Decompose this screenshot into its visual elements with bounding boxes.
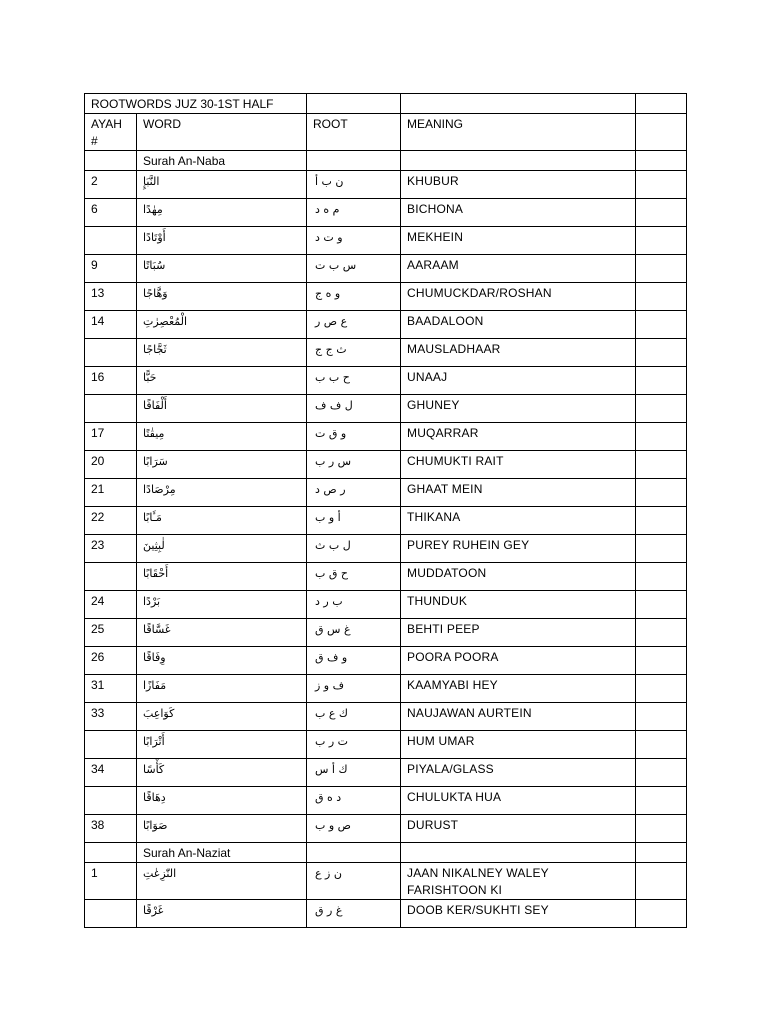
meaning: POORA POORA	[401, 647, 636, 675]
root-letters	[307, 591, 401, 619]
empty-cell	[636, 339, 687, 367]
root-letters	[307, 619, 401, 647]
root-letters-text: غ ر ق	[315, 904, 343, 917]
ayah-number	[85, 563, 137, 591]
empty-cell	[636, 367, 687, 395]
arabic-word	[137, 423, 307, 451]
empty-cell	[636, 731, 687, 759]
arabic-word	[137, 591, 307, 619]
ayah-number: 26	[85, 647, 137, 675]
empty-cell	[401, 94, 636, 114]
root-letters-text: و ف ق	[315, 651, 348, 664]
meaning: MUQARRAR	[401, 423, 636, 451]
arabic-word-text: وَهَّاجًا	[143, 287, 168, 300]
arabic-word	[137, 395, 307, 423]
root-letters	[307, 367, 401, 395]
root-letters-text: ث ج ج	[315, 343, 347, 356]
arabic-word-text: أَلْفَافًا	[143, 399, 167, 412]
root-letters-text: ح ب ب	[315, 371, 350, 384]
root-letters-text: د ه ق	[315, 791, 342, 804]
table-row	[85, 863, 687, 900]
arabic-word-text: صَوَابًا	[143, 819, 168, 832]
ayah-number: 22	[85, 507, 137, 535]
table-row	[85, 311, 687, 339]
empty-cell	[307, 94, 401, 114]
empty-cell	[636, 863, 687, 900]
root-letters-text: و ق ت	[315, 427, 347, 440]
meaning: JAAN NIKALNEY WALEY FARISHTOON KI	[401, 863, 636, 900]
rootwords-table	[84, 93, 687, 928]
empty-cell	[85, 843, 137, 863]
empty-cell	[307, 151, 401, 171]
ayah-number	[85, 227, 137, 255]
ayah-number: 23	[85, 535, 137, 563]
empty-cell	[636, 451, 687, 479]
root-letters	[307, 863, 401, 900]
table-row	[85, 395, 687, 423]
empty-cell	[636, 591, 687, 619]
ayah-number: 14	[85, 311, 137, 339]
root-letters-text: م ه د	[315, 203, 340, 216]
ayah-number: 1	[85, 863, 137, 900]
root-letters	[307, 171, 401, 199]
empty-cell	[636, 759, 687, 787]
empty-cell	[636, 114, 687, 151]
table-row	[85, 535, 687, 563]
arabic-word	[137, 900, 307, 928]
root-letters-text: ع ص ر	[315, 315, 348, 328]
root-letters-text: ن ب أ	[315, 175, 344, 188]
empty-cell	[636, 199, 687, 227]
arabic-word-text: مَفَازًا	[143, 679, 167, 692]
root-letters	[307, 759, 401, 787]
arabic-word	[137, 703, 307, 731]
arabic-word-text: غَرْقًا	[143, 904, 164, 917]
root-letters-text: ك أ س	[315, 763, 348, 776]
arabic-word	[137, 815, 307, 843]
empty-cell	[85, 151, 137, 171]
root-letters	[307, 507, 401, 535]
table-row	[85, 451, 687, 479]
ayah-number: 9	[85, 255, 137, 283]
root-letters	[307, 647, 401, 675]
table-row	[85, 367, 687, 395]
surah-row	[85, 843, 687, 863]
table-row	[85, 171, 687, 199]
root-letters-text: و ت د	[315, 231, 343, 244]
arabic-word	[137, 563, 307, 591]
root-letters-text: و ه ج	[315, 287, 341, 300]
meaning: CHUMUKTI RAIT	[401, 451, 636, 479]
arabic-word	[137, 283, 307, 311]
ayah-number: 2	[85, 171, 137, 199]
root-letters	[307, 451, 401, 479]
arabic-word	[137, 451, 307, 479]
arabic-word-text: النَّبَإِ	[143, 175, 160, 188]
arabic-word-text: مِرْصَادًا	[143, 483, 176, 496]
arabic-word	[137, 787, 307, 815]
meaning: MEKHEIN	[401, 227, 636, 255]
arabic-word-text: أَحْقَابًا	[143, 567, 169, 580]
meaning: BICHONA	[401, 199, 636, 227]
empty-cell	[636, 703, 687, 731]
table-row	[85, 647, 687, 675]
arabic-word	[137, 759, 307, 787]
arabic-word	[137, 339, 307, 367]
ayah-number: 38	[85, 815, 137, 843]
arabic-word-text: مِيقٰتًا	[143, 427, 165, 440]
meaning: MAUSLADHAAR	[401, 339, 636, 367]
table-row	[85, 815, 687, 843]
empty-cell	[636, 563, 687, 591]
root-letters-text: ف و ز	[315, 679, 345, 692]
meaning: THUNDUK	[401, 591, 636, 619]
root-letters	[307, 731, 401, 759]
arabic-word	[137, 479, 307, 507]
ayah-number: 17	[85, 423, 137, 451]
meaning: PIYALA/GLASS	[401, 759, 636, 787]
empty-cell	[636, 507, 687, 535]
empty-cell	[636, 843, 687, 863]
empty-cell	[636, 311, 687, 339]
arabic-word-text: أَوْتَادًا	[143, 231, 166, 244]
empty-cell	[636, 535, 687, 563]
empty-cell	[636, 423, 687, 451]
root-letters-text: غ س ق	[315, 623, 351, 636]
meaning: UNAAJ	[401, 367, 636, 395]
root-letters-text: ر ص د	[315, 483, 346, 496]
ayah-number: 25	[85, 619, 137, 647]
meaning: DURUST	[401, 815, 636, 843]
meaning: AARAAM	[401, 255, 636, 283]
root-letters-text: أ و ب	[315, 511, 341, 524]
arabic-word-text: النّٰزِعٰتِ	[143, 867, 177, 880]
table-row	[85, 703, 687, 731]
arabic-word-text: ثَجَّاجًا	[143, 343, 167, 356]
table-row	[85, 591, 687, 619]
arabic-word	[137, 619, 307, 647]
table-row	[85, 227, 687, 255]
ayah-number	[85, 395, 137, 423]
ayah-number: 24	[85, 591, 137, 619]
meaning: BAADALOON	[401, 311, 636, 339]
empty-cell	[636, 647, 687, 675]
arabic-word-text: كَوَاعِبَ	[143, 707, 175, 720]
ayah-number: 6	[85, 199, 137, 227]
empty-cell	[307, 843, 401, 863]
root-letters-text: ص و ب	[315, 819, 351, 832]
ayah-number: 33	[85, 703, 137, 731]
empty-cell	[636, 94, 687, 114]
arabic-word-text: حَبًّا	[143, 371, 157, 384]
arabic-word	[137, 647, 307, 675]
empty-cell	[636, 227, 687, 255]
table-row	[85, 339, 687, 367]
ayah-number: 16	[85, 367, 137, 395]
arabic-word-text: الْمُعْصِرٰتِ	[143, 315, 188, 328]
table-row	[85, 675, 687, 703]
root-letters	[307, 563, 401, 591]
arabic-word	[137, 255, 307, 283]
empty-cell	[636, 171, 687, 199]
root-letters	[307, 423, 401, 451]
arabic-word	[137, 507, 307, 535]
meaning: MUDDATOON	[401, 563, 636, 591]
table-row	[85, 563, 687, 591]
meaning: NAUJAWAN AURTEIN	[401, 703, 636, 731]
root-letters	[307, 227, 401, 255]
surah-name: Surah An-Naba	[137, 151, 307, 171]
table-title: ROOTWORDS JUZ 30-1ST HALF	[85, 94, 307, 114]
table-row	[85, 507, 687, 535]
root-letters	[307, 199, 401, 227]
meaning: CHUMUCKDAR/ROSHAN	[401, 283, 636, 311]
arabic-word-text: لٰبِثِينَ	[143, 539, 165, 552]
arabic-word-text: دِهَاقًا	[143, 791, 166, 804]
root-letters-text: ل ب ث	[315, 539, 351, 552]
root-letters	[307, 255, 401, 283]
root-letters	[307, 283, 401, 311]
table-row	[85, 255, 687, 283]
header-ayah: AYAH #	[85, 114, 137, 151]
meaning: PUREY RUHEIN GEY	[401, 535, 636, 563]
root-letters-text: ل ف ف	[315, 399, 353, 412]
header-word: WORD	[137, 114, 307, 151]
table-row	[85, 199, 687, 227]
meaning: KHUBUR	[401, 171, 636, 199]
arabic-word	[137, 675, 307, 703]
ayah-number: 13	[85, 283, 137, 311]
ayah-number	[85, 787, 137, 815]
root-letters-text: س ر ب	[315, 455, 352, 468]
surah-row	[85, 151, 687, 171]
empty-cell	[636, 815, 687, 843]
arabic-word-text: سَرَابًا	[143, 455, 168, 468]
arabic-word-text: وِفَاقًا	[143, 651, 166, 664]
table-row	[85, 900, 687, 928]
meaning: BEHTI PEEP	[401, 619, 636, 647]
empty-cell	[636, 900, 687, 928]
meaning: GHUNEY	[401, 395, 636, 423]
root-letters	[307, 479, 401, 507]
empty-cell	[636, 395, 687, 423]
arabic-word-text: أَتْرَابًا	[143, 735, 165, 748]
meaning: KAAMYABI HEY	[401, 675, 636, 703]
empty-cell	[636, 787, 687, 815]
empty-cell	[636, 283, 687, 311]
root-letters-text: ك ع ب	[315, 707, 348, 720]
meaning: GHAAT MEIN	[401, 479, 636, 507]
root-letters-text: س ب ت	[315, 259, 357, 272]
empty-cell	[401, 843, 636, 863]
header-meaning: MEANING	[401, 114, 636, 151]
ayah-number: 21	[85, 479, 137, 507]
header-row	[85, 114, 687, 151]
ayah-number	[85, 339, 137, 367]
table-row	[85, 787, 687, 815]
arabic-word	[137, 863, 307, 900]
arabic-word	[137, 311, 307, 339]
root-letters	[307, 787, 401, 815]
ayah-number	[85, 900, 137, 928]
root-letters	[307, 535, 401, 563]
table-row	[85, 731, 687, 759]
empty-cell	[636, 675, 687, 703]
empty-cell	[636, 255, 687, 283]
root-letters	[307, 815, 401, 843]
table-row	[85, 283, 687, 311]
arabic-word-text: بَرْدًا	[143, 595, 161, 608]
meaning: HUM UMAR	[401, 731, 636, 759]
title-row	[85, 94, 687, 114]
arabic-word-text: مَـَٔابًا	[143, 511, 162, 524]
arabic-word-text: كَأْسًا	[143, 763, 165, 776]
ayah-number: 34	[85, 759, 137, 787]
table-row	[85, 759, 687, 787]
empty-cell	[401, 151, 636, 171]
root-letters	[307, 675, 401, 703]
table-row	[85, 423, 687, 451]
root-letters-text: ح ق ب	[315, 567, 348, 580]
arabic-word	[137, 731, 307, 759]
root-letters	[307, 900, 401, 928]
arabic-word	[137, 535, 307, 563]
meaning: CHULUKTA HUA	[401, 787, 636, 815]
meaning: THIKANA	[401, 507, 636, 535]
ayah-number	[85, 731, 137, 759]
root-letters-text: ت ر ب	[315, 735, 349, 748]
header-root: ROOT	[307, 114, 401, 151]
arabic-word	[137, 227, 307, 255]
ayah-number: 20	[85, 451, 137, 479]
root-letters	[307, 311, 401, 339]
root-letters	[307, 339, 401, 367]
table-row	[85, 619, 687, 647]
root-letters-text: ب ر د	[315, 595, 343, 608]
arabic-word-text: مِهٰدًا	[143, 203, 163, 216]
meaning: DOOB KER/SUKHTI SEY	[401, 900, 636, 928]
empty-cell	[636, 479, 687, 507]
arabic-word	[137, 199, 307, 227]
arabic-word	[137, 367, 307, 395]
arabic-word-text: غَسَّاقًا	[143, 623, 171, 636]
table-row	[85, 479, 687, 507]
arabic-word	[137, 171, 307, 199]
ayah-number: 31	[85, 675, 137, 703]
root-letters	[307, 395, 401, 423]
root-letters	[307, 703, 401, 731]
root-letters-text: ن ز ع	[315, 867, 342, 880]
empty-cell	[636, 619, 687, 647]
surah-name: Surah An-Naziat	[137, 843, 307, 863]
arabic-word-text: سُبَاتًا	[143, 259, 166, 272]
empty-cell	[636, 151, 687, 171]
